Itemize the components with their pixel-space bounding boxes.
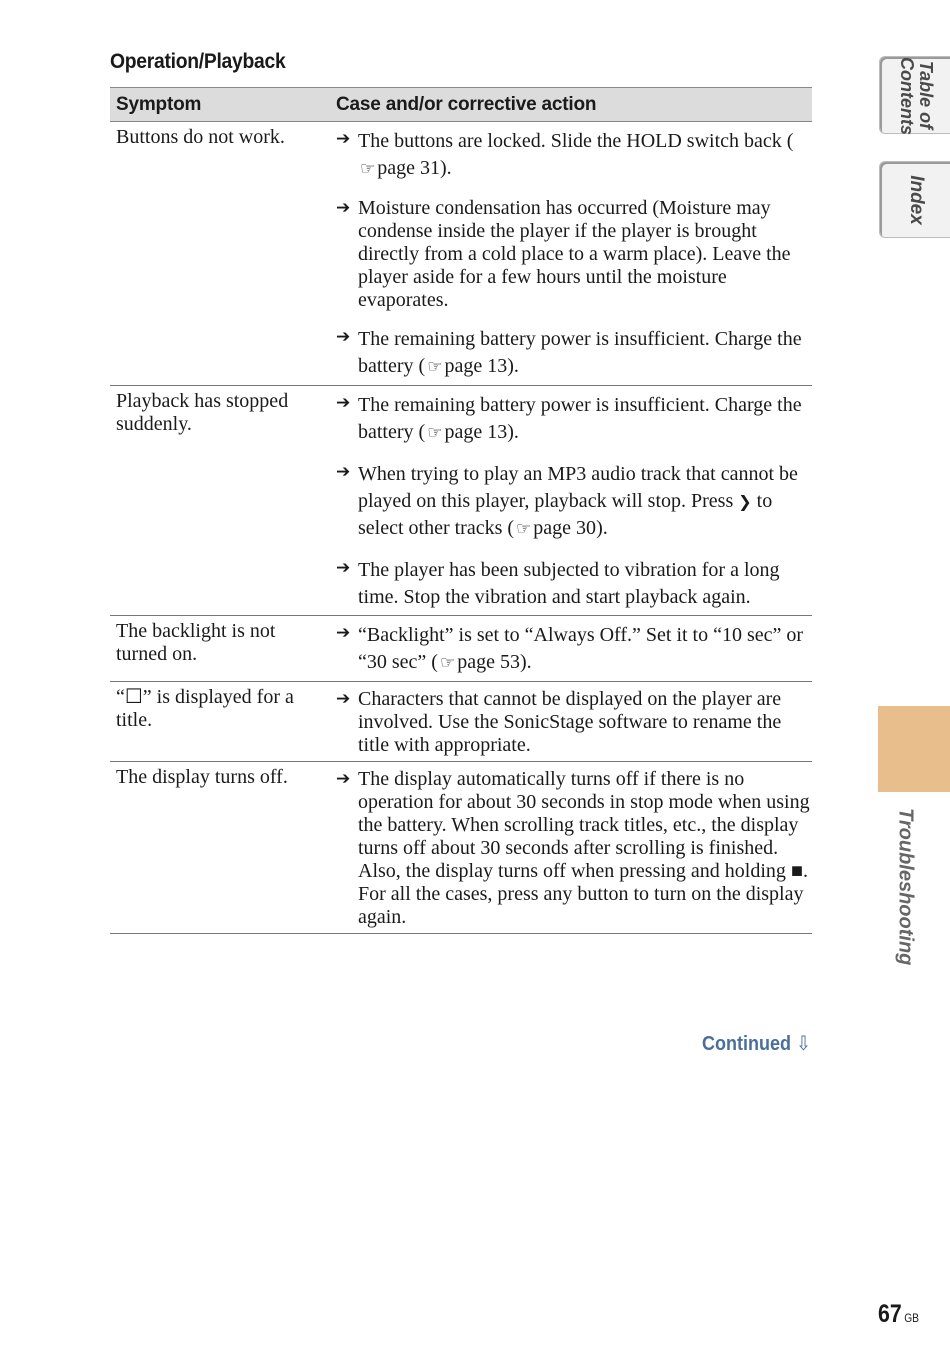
action-cell <box>330 122 812 386</box>
index-tab[interactable] <box>879 161 950 238</box>
section-label: Troubleshooting <box>894 808 917 966</box>
page-number: 67 GB <box>878 1300 919 1328</box>
symptom-cell: Buttons do not work. <box>110 122 330 386</box>
action-item: ➔ The player has been subjected to vibration for a long time. Stop the vibration and start playback again. <box>336 557 812 611</box>
action-item: ➔ The remaining battery power is insufficient. Charge the battery ( ☞ page 13). <box>336 392 812 447</box>
action-item: ➔ The display automatically turns off if there is no operation for about 30 seconds in stop mode when using the battery. When scrolling track titles, etc., the display turns off about 30 seconds after scrolling is finished. Also, the display turns off when pressing and holding ■. For all the cases, press any button to turn on the display again. <box>336 768 810 928</box>
action-cell <box>330 762 812 934</box>
continued-link[interactable]: Continued ⇩ <box>702 1031 812 1055</box>
index-tab-label: Index <box>905 174 927 225</box>
action-cell <box>330 682 812 762</box>
action-item: ➔ When trying to play an MP3 audio track that cannot be played on this player, playback will stop. Press ❯ to select other tracks ( ☞ page 30). <box>336 461 812 543</box>
page-link[interactable]: page 13 <box>444 421 508 443</box>
action-item: ➔ The buttons are locked. Slide the HOLD switch back (☞ page 31). <box>336 128 812 183</box>
action-item: ➔ The remaining battery power is insufficient. Charge the battery ( ☞ page 13). <box>336 326 812 381</box>
arrow-right-icon: ➔ <box>336 393 351 413</box>
arrow-right-icon: ➔ <box>336 462 351 482</box>
table-row <box>110 122 812 386</box>
page-link[interactable]: page 30 <box>533 517 597 539</box>
arrow-down-icon: ⇩ <box>795 1031 812 1055</box>
page-link[interactable]: page 31 <box>377 157 441 179</box>
action-item: ➔ Characters that cannot be displayed on the player are involved. Use the SonicStage software to rename the title with appropriate. <box>336 688 782 756</box>
section-title: Operation/Playback <box>110 50 286 73</box>
symptom-cell: Playback has stopped suddenly. <box>110 386 330 616</box>
table-row <box>110 682 812 762</box>
arrow-right-icon: ➔ <box>336 623 351 643</box>
page-reference-icon: ☞ <box>427 423 443 443</box>
troubleshooting-table <box>110 87 812 934</box>
action-cell <box>330 616 812 682</box>
arrow-right-icon: ➔ <box>336 129 351 149</box>
next-button-icon: ❯ <box>738 492 752 511</box>
action-item: ➔ Moisture condensation has occurred (Moisture may condense inside the player if the player is brought directly from a cold place to a warm place). Leave the player aside for a few hours until the moisture evaporates. <box>336 197 791 311</box>
table-of-contents-tab[interactable] <box>879 56 950 134</box>
arrow-right-icon: ➔ <box>336 689 351 709</box>
table-row <box>110 616 812 682</box>
symptom-cell: The backlight is not turned on. <box>110 616 330 682</box>
arrow-right-icon: ➔ <box>336 198 351 218</box>
table-row <box>110 386 812 616</box>
symptom-cell: The display turns off. <box>110 762 330 934</box>
action-cell <box>330 386 812 616</box>
arrow-right-icon: ➔ <box>336 558 351 578</box>
arrow-right-icon: ➔ <box>336 327 351 347</box>
toc-tab-label: Table of Contents <box>896 57 936 135</box>
current-section-marker <box>878 706 950 792</box>
header-action: Case and/or corrective action <box>330 88 812 122</box>
arrow-right-icon: ➔ <box>336 769 351 789</box>
page-link[interactable]: page 53 <box>457 651 520 673</box>
page-reference-icon: ☞ <box>516 519 532 539</box>
table-header-row <box>110 88 812 122</box>
page-link[interactable]: page 13 <box>444 355 508 377</box>
page-reference-icon: ☞ <box>427 357 443 377</box>
header-symptom: Symptom <box>110 88 330 122</box>
table-row <box>110 762 812 934</box>
action-item: ➔ “Backlight” is set to “Always Off.” Set it to “10 sec” or “30 sec” ( ☞ page 53). <box>336 622 812 677</box>
symptom-cell: “☐” is displayed for a title. <box>110 682 330 762</box>
page-reference-icon: ☞ <box>360 159 376 179</box>
page-reference-icon: ☞ <box>439 653 456 673</box>
